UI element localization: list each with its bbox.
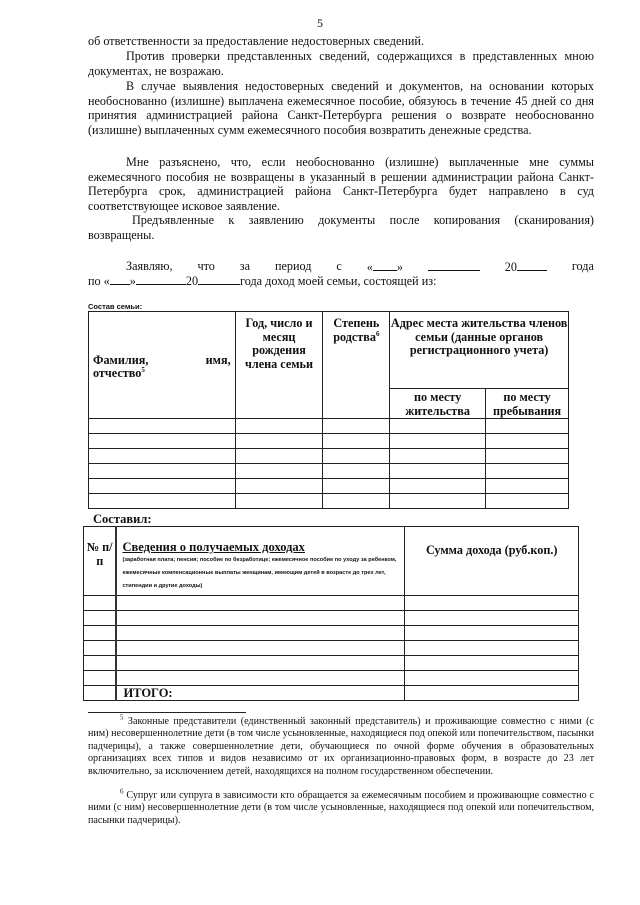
family-row bbox=[89, 479, 569, 494]
footnote-5-text: Законные представители (единственный законный представитель) и проживающие совместно с ними (с ним) несовершеннолетние дети (в том числе усыновленные, находящиеся под опекой или попечительством, пасынки падчерицы), а также совершеннолетние дети, обучающиеся по очной форме обучения в образовательных организациях всех типов и видов независимо от их организационно-правовых форм, в возрасте до 23 лет включительно, за исключением детей, находящихся на полном государственном обеспечении. bbox=[88, 716, 594, 777]
header-row-number: № п/п bbox=[84, 527, 117, 596]
end-month-field[interactable] bbox=[136, 273, 186, 285]
declaration-line-2 bbox=[88, 273, 594, 289]
income-row bbox=[84, 671, 579, 686]
income-table-caption: Составил: bbox=[93, 512, 152, 526]
start-month-field[interactable] bbox=[428, 259, 480, 271]
cell-birth-date[interactable] bbox=[235, 494, 323, 509]
cell-number[interactable] bbox=[84, 641, 117, 656]
income-row bbox=[84, 611, 579, 626]
footnote-5 bbox=[88, 713, 594, 778]
header-income-note: (заработная плата; пенсия; пособие по безработице; ежемесячное пособие по уходу за ребенком, ежемесячные компенсационные выплаты женщинам, имеющим детей в возрасте до трех лет, стипендии и другие доходы) bbox=[122, 557, 397, 589]
cell-relation[interactable] bbox=[323, 494, 390, 509]
cell-number[interactable] bbox=[84, 611, 117, 626]
footnote-ref-5[interactable]: 5 bbox=[141, 366, 145, 375]
header-address: Адрес места жительства членов семьи (данные органов регистрационного учета) bbox=[390, 312, 569, 389]
cell-income-type[interactable] bbox=[116, 656, 405, 671]
cell-relation[interactable] bbox=[323, 449, 390, 464]
income-row bbox=[84, 626, 579, 641]
income-row bbox=[84, 596, 579, 611]
cell-number bbox=[84, 686, 117, 701]
cell-amount[interactable] bbox=[405, 656, 579, 671]
declaration-rest: года доход моей семьи, состоящей из: bbox=[240, 274, 437, 288]
cell-amount[interactable] bbox=[405, 626, 579, 641]
cell-birth-date[interactable] bbox=[235, 449, 323, 464]
cell-full-name[interactable] bbox=[89, 464, 236, 479]
declaration-word: с bbox=[336, 259, 342, 273]
footnote-ref-6[interactable]: 6 bbox=[375, 329, 380, 338]
cell-relation[interactable] bbox=[323, 464, 390, 479]
declaration-word: года bbox=[571, 259, 594, 273]
footnote-mark-6: 6 bbox=[120, 787, 124, 796]
po-label: по « bbox=[88, 274, 110, 288]
cell-stay[interactable] bbox=[486, 449, 569, 464]
cell-stay[interactable] bbox=[486, 434, 569, 449]
end-day-field[interactable] bbox=[88, 274, 136, 288]
cell-birth-date[interactable] bbox=[235, 479, 323, 494]
cell-amount[interactable] bbox=[405, 611, 579, 626]
declaration-word: за bbox=[239, 259, 251, 273]
cell-relation[interactable] bbox=[323, 419, 390, 434]
cell-income-type[interactable] bbox=[116, 626, 405, 641]
cell-stay[interactable] bbox=[486, 494, 569, 509]
cell-birth-date[interactable] bbox=[235, 464, 323, 479]
family-composition-table bbox=[88, 311, 569, 509]
cell-full-name[interactable] bbox=[89, 494, 236, 509]
header-income-title: Сведения о получаемых доходах bbox=[122, 540, 305, 554]
quote-close: » bbox=[129, 274, 136, 288]
header-text: Фамилия, bbox=[93, 352, 149, 367]
quote-open: « bbox=[366, 260, 373, 274]
cell-residence[interactable] bbox=[390, 434, 486, 449]
header-income-description bbox=[116, 527, 405, 596]
cell-residence[interactable] bbox=[390, 479, 486, 494]
header-text: имя, bbox=[205, 352, 231, 367]
cell-full-name[interactable] bbox=[89, 449, 236, 464]
header-address-residence: по месту жительства bbox=[390, 389, 486, 419]
paragraph-refund-obligation: В случае выявления недостоверных сведений и документов, на основании которых необоснованно (излишне) выплачена ежемесячное пособие, обязуюсь в течение 45 дней со дня принятия администрацией района Санкт-Петербурга решения о возврате необоснованно (излишне) выплаченных сумм ежемесячного пособия возвратить денежные средства. bbox=[88, 79, 594, 137]
cell-birth-date[interactable] bbox=[235, 434, 323, 449]
family-row bbox=[89, 434, 569, 449]
family-row bbox=[89, 494, 569, 509]
cell-number[interactable] bbox=[84, 596, 117, 611]
quote-close: » bbox=[396, 260, 403, 274]
cell-total-amount[interactable] bbox=[405, 686, 579, 701]
income-row bbox=[84, 656, 579, 671]
year-prefix: 20 bbox=[185, 274, 199, 288]
cell-relation[interactable] bbox=[323, 479, 390, 494]
cell-birth-date[interactable] bbox=[235, 419, 323, 434]
paragraph-responsibility: об ответственности за предоставление недостоверных сведений. bbox=[88, 34, 424, 48]
end-year-field[interactable] bbox=[186, 274, 240, 288]
footnote-mark-5: 5 bbox=[120, 713, 124, 722]
cell-residence[interactable] bbox=[390, 464, 486, 479]
declaration-word: период bbox=[274, 259, 312, 273]
cell-residence[interactable] bbox=[390, 494, 486, 509]
footnote-separator bbox=[88, 712, 246, 713]
header-text: отчество bbox=[93, 366, 142, 381]
declaration-word: Заявляю, bbox=[126, 259, 173, 273]
cell-full-name[interactable] bbox=[89, 434, 236, 449]
family-row bbox=[89, 464, 569, 479]
cell-stay[interactable] bbox=[486, 464, 569, 479]
cell-residence[interactable] bbox=[390, 449, 486, 464]
family-row bbox=[89, 449, 569, 464]
cell-stay[interactable] bbox=[486, 479, 569, 494]
income-row bbox=[84, 641, 579, 656]
cell-income-type[interactable] bbox=[116, 611, 405, 626]
cell-full-name[interactable] bbox=[89, 419, 236, 434]
header-relation bbox=[323, 312, 390, 419]
paragraph-court-notice: Мне разъяснено, что, если необоснованно (излишне) выплаченные мне суммы ежемесячного пособия не возвращены в указанный в решении администрации района Санкт-Петербурга срок, администрацией района Санкт-Петербурга будет направлено в суд соответствующее исковое заявление. bbox=[88, 155, 594, 213]
year-prefix: 20 bbox=[504, 260, 517, 274]
cell-stay[interactable] bbox=[486, 419, 569, 434]
header-full-name bbox=[89, 312, 236, 419]
cell-amount[interactable] bbox=[405, 671, 579, 686]
cell-amount[interactable] bbox=[405, 641, 579, 656]
header-address-stay: по месту пребывания bbox=[486, 389, 569, 419]
cell-income-type[interactable] bbox=[116, 596, 405, 611]
paragraph-no-objection: Против проверки представленных сведений, содержащихся в представленных мною документах, не возражаю. bbox=[88, 49, 594, 78]
cell-number[interactable] bbox=[84, 671, 117, 686]
cell-income-type[interactable] bbox=[116, 671, 405, 686]
declaration-word: что bbox=[197, 259, 215, 273]
family-table-caption: Состав семьи: bbox=[88, 302, 143, 311]
income-total-row bbox=[84, 686, 579, 701]
header-income-amount: Сумма дохода (руб.коп.) bbox=[405, 527, 579, 596]
income-table bbox=[83, 526, 579, 701]
page-number: 5 bbox=[317, 16, 323, 30]
cell-number[interactable] bbox=[84, 626, 117, 641]
header-birth-date: Год, число и месяц рождения члена семьи bbox=[235, 312, 323, 419]
paragraph-documents-returned: Предъявленные к заявлению документы после копирования (сканирования) возвращены. bbox=[88, 213, 594, 242]
cell-income-type[interactable] bbox=[116, 641, 405, 656]
cell-residence[interactable] bbox=[390, 419, 486, 434]
family-row bbox=[89, 419, 569, 434]
cell-number[interactable] bbox=[84, 656, 117, 671]
cell-amount[interactable] bbox=[405, 596, 579, 611]
footnote-6 bbox=[88, 787, 594, 827]
cell-full-name[interactable] bbox=[89, 479, 236, 494]
footnote-6-text: Супруг или супруга в зависимости кто обращается за ежемесячным пособием и проживающие совместно с ними (с ним) несовершеннолетние дети (в том числе усыновленные, находящиеся под опекой или попечительством, пасынки падчерицы). bbox=[88, 790, 594, 826]
cell-relation[interactable] bbox=[323, 434, 390, 449]
header-text: Степень родства bbox=[333, 316, 380, 344]
total-label: ИТОГО: bbox=[116, 686, 405, 701]
